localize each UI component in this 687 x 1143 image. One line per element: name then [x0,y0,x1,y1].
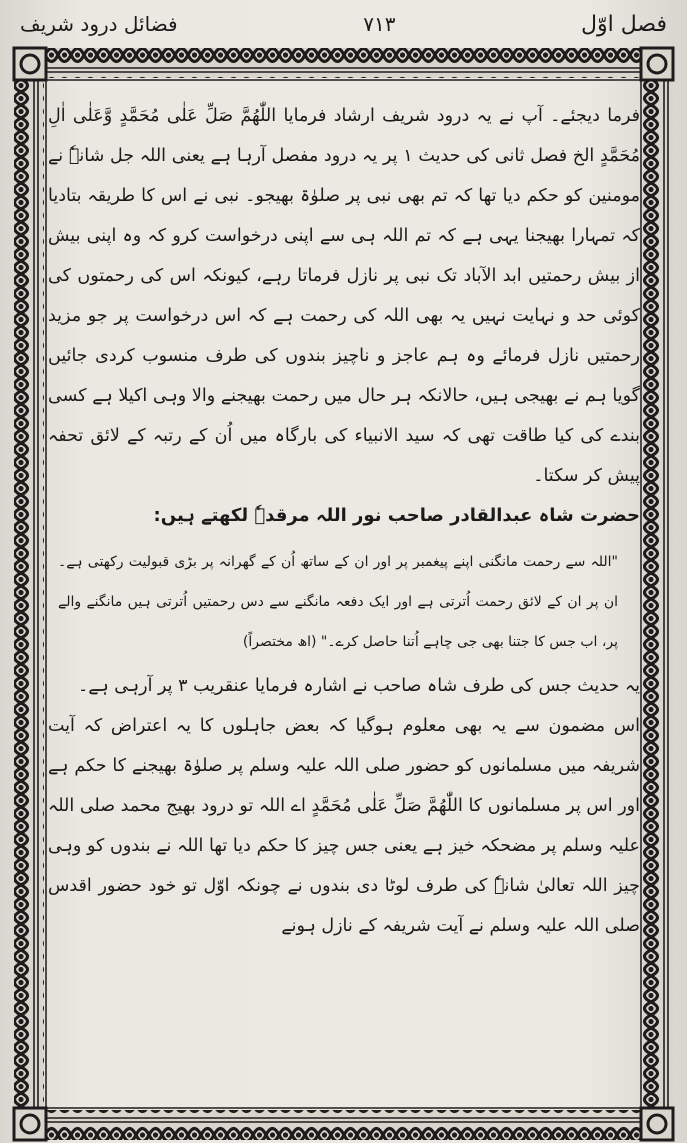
quotation-intro: حضرت شاہ عبدالقادر صاحب نور اللہ مرقدہٗ لکھتے ہیں: [153,505,640,526]
book-title: فضائل درود شریف [20,12,178,36]
chapter-title: فصل اوّل [581,11,667,37]
running-head [20,6,667,42]
body-paragraph: فرما دیجئے۔ آپ نے یہ درود شریف ارشاد فرمایا اللّٰهُمَّ صَلِّ عَلٰى مُحَمَّدٍ وَّعَلٰى اٰلِ مُحَمَّدٍ الخ فصل ثانی کی حدیث ۱ پر یہ درود مفصل آرہا ہے یعنی اللہ جل شانہٗ نے مومنین کو حکم دیا تھا کہ تم بھی نبی پر صلوٰۃ بھیجو۔ نبی نے اس کا طریقہ بتادیا کہ تمہارا بھیجنا یہی ہے کہ تم اللہ ہی سے اپنی درخواست کرو کہ وہ اپنی بیش از بیش رحمتیں ابد الآباد تک نبی پر نازل فرماتا رہے، کیونکہ اس کی رحمتوں کی کوئی حد و نہایت نہیں یہ بھی اللہ کی رحمت ہے کہ اس درخواست پر جو مزید رحمتیں نازل فرمائے وہ ہم عاجز و ناچیز بندوں کی طرف منسوب کردی جائیں گویا ہم نے بھیجی ہیں، حالانکہ ہر حال میں رحمت بھیجنے والا وہی اکیلا ہے کسی بندے کی کیا طاقت تھی کہ سید الانبیاء کی بارگاہ میں اُن کے رتبہ کے لائق تحفہ پیش کر سکتا۔ [48,106,640,486]
block-quotation: "اللہ سے رحمت مانگنی اپنے پیغمبر پر اور ان کے ساتھ اُن کے گھرانہ پر بڑی قبولیت رکھتی ہے۔ ان پر ان کے لائق رحمت اُترتی ہے اور ایک دفعہ مانگنے سے دس رحمتیں اُترتی ہیں مانگنے والے پر، اب جس کا جتنا بھی جی چاہے اُتنا حاصل کرے۔" (اھ مختصراً) [58,554,618,650]
page-number: ۷۱۳ [363,12,396,36]
body-paragraph: اس مضمون سے یہ بھی معلوم ہوگیا کہ بعض جاہلوں کا یہ اعتراض کہ آیت شریفہ میں مسلمانوں کو حضور صلی اللہ علیہ وسلم پر صلوٰۃ بھیجنے کا حکم ہے اور اس پر مسلمانوں کا اللّٰهُمَّ صَلِّ عَلٰى مُحَمَّدٍ اے اللہ تو درود بھیج محمد صلی اللہ علیہ وسلم پر مضحکہ خیز ہے یعنی جس چیز کا حکم دیا تھا اللہ نے بندوں کو وہی چیز اللہ تعالیٰ شانہٗ کی طرف لوٹا دی بندوں نے چونکہ اوّل تو خود حضور اقدس صلی اللہ علیہ وسلم نے آیت شریفہ کے نازل ہونے [48,716,640,936]
page-body [48,96,640,946]
body-paragraph: یہ حدیث جس کی طرف شاہ صاحب نے اشارہ فرمایا عنقریب ۳ پر آرہی ہے۔ [77,676,640,696]
